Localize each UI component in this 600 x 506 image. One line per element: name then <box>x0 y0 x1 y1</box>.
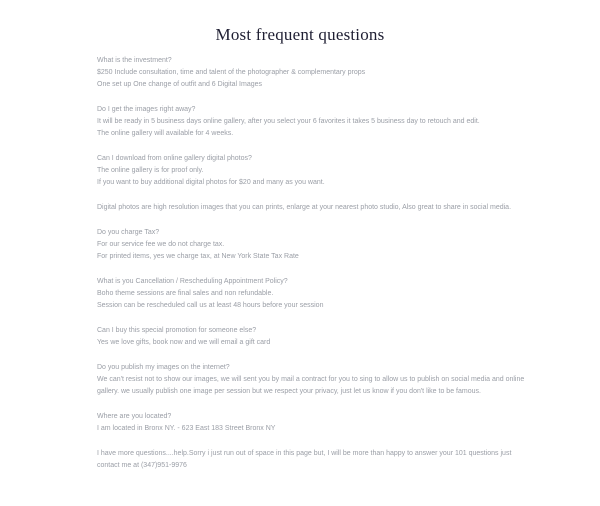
faq-answer: contact me at (347)951-9976 <box>97 462 187 469</box>
faq-section <box>97 276 562 312</box>
faq-section <box>97 55 562 91</box>
faq-question: What is the investment? <box>97 57 172 64</box>
faq-section <box>97 227 562 263</box>
faq-answer: One set up One change of outfit and 6 Digital Images <box>97 81 262 88</box>
faq-answer: Boho theme sessions are final sales and non refundable. <box>97 290 274 297</box>
faq-section <box>97 362 562 398</box>
faq-answer: gallery. we usually publish one image per session but we respect your privacy, just let us know if you don't like to be famous. <box>97 388 481 395</box>
faq-answer: Digital photos are high resolution images that you can prints, enlarge at your nearest photo studio, Also great to share in social media. <box>97 204 512 211</box>
faq-section <box>97 153 562 189</box>
faq-question: What is you Cancellation / Rescheduling Appointment Policy? <box>97 278 288 285</box>
faq-question: Do I get the images right away? <box>97 106 196 113</box>
faq-answer: I am located in Bronx NY. - 623 East 183 Street Bronx NY <box>97 425 276 432</box>
faq-answer: $250 Include consultation, time and talent of the photographer & complementary props <box>97 69 366 76</box>
faq-answer: For printed items, yes we charge tax, at New York State Tax Rate <box>97 253 299 260</box>
faq-answer: I have more questions....help.Sorry i just run out of space in this page but, I will be more than happy to answer your 101 questions just <box>97 450 512 457</box>
faq-section <box>97 104 562 140</box>
faq-section <box>97 325 562 349</box>
faq-answer: The online gallery will available for 4 weeks. <box>97 130 234 137</box>
faq-question: Can I download from online gallery digital photos? <box>97 155 252 162</box>
faq-answer: Yes we love gifts, book now and we will email a gift card <box>97 339 271 346</box>
faq-section <box>97 448 562 472</box>
faq-answer: For our service fee we do not charge tax. <box>97 241 225 248</box>
faq-answer: It will be ready in 5 business days online gallery, after you select your 6 favorites it takes 5 business day to retouch and edit. <box>97 118 480 125</box>
faq-answer: Session can be rescheduled call us at least 48 hours before your session <box>97 302 324 309</box>
faq-section <box>97 202 562 214</box>
faq-question: Can I buy this special promotion for someone else? <box>97 327 257 334</box>
faq-answer: We can't resist not to show our images, we will sent you by mail a contract for you to sing to allow us to publish on social media and online <box>97 376 525 383</box>
faq-answer: If you want to buy additional digital photos for $20 and many as you want. <box>97 179 325 186</box>
faq-question: Do you charge Tax? <box>97 229 160 236</box>
faq-question: Where are you located? <box>97 413 172 420</box>
page-title: Most frequent questions <box>215 25 385 44</box>
faq-question: Do you publish my images on the internet? <box>97 364 230 371</box>
faq-section <box>97 411 562 435</box>
faq-list <box>0 55 600 472</box>
faq-answer: The online gallery is for proof only. <box>97 167 204 174</box>
